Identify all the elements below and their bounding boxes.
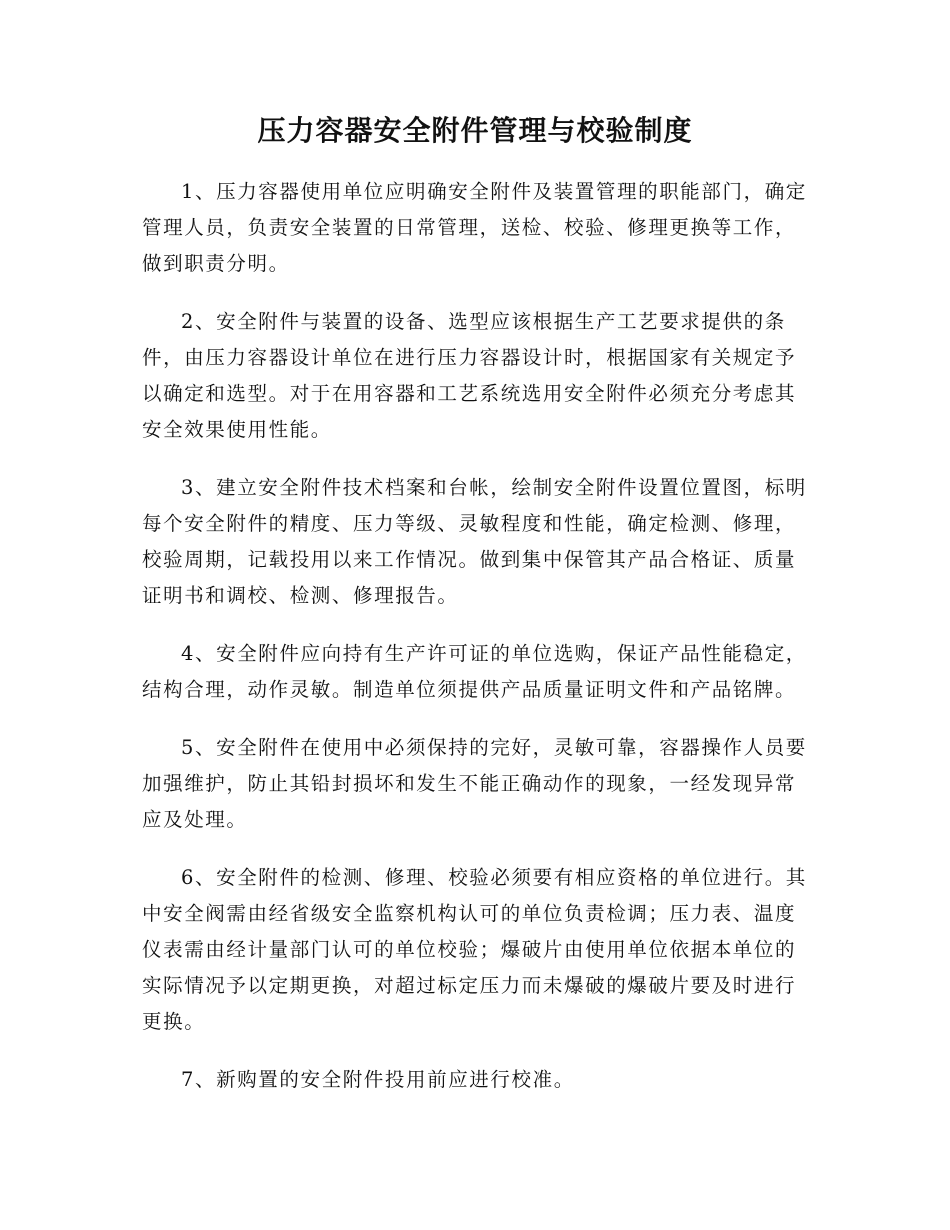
document-title: 压力容器安全附件管理与校验制度	[257, 114, 693, 147]
paragraph-5: 5、安全附件在使用中必须保持的完好，灵敏可靠，容器操作人员要加强维护，防止其铅封损坏和发生不能正确动作的现象，一经发现异常应及处理。	[142, 736, 807, 831]
paragraph-2: 2、安全附件与装置的设备、选型应该根据生产工艺要求提供的条件，由压力容器设计单位在进行压力容器设计时，根据国家有关规定予以确定和选型。对于在用容器和工艺系统选用安全附件必须充分考虑其安全效果使用性能。	[142, 310, 797, 441]
paragraph-6: 6、安全附件的检测、修理、校验必须要有相应资格的单位进行。其中安全阀需由经省级安全监察机构认可的单位负责检调；压力表、温度仪表需由经计量部门认可的单位校验；爆破片由使用单位依据本单位的实际情况予以定期更换，对超过标定压力而未爆破的爆破片要及时进行更换。	[142, 866, 807, 1033]
paragraph-7: 7、新购置的安全附件投用前应进行校准。	[181, 1068, 575, 1091]
paragraph-3: 3、建立安全附件技术档案和台帐，绘制安全附件设置位置图，标明每个安全附件的精度、压力等级、灵敏程度和性能，确定检测、修理，校验周期，记载投用以来工作情况。做到集中保管其产品合格证、质量证明书和调校、检测、修理报告。	[142, 476, 807, 607]
paragraph-1: 1、压力容器使用单位应明确安全附件及装置管理的职能部门，确定管理人员，负责安全装置的日常管理，送检、校验、修理更换等工作，做到职责分明。	[142, 180, 807, 275]
paragraph-4: 4、安全附件应向持有生产许可证的单位选购，保证产品性能稳定，结构合理，动作灵敏。制造单位须提供产品质量证明文件和产品铭牌。	[142, 642, 807, 701]
